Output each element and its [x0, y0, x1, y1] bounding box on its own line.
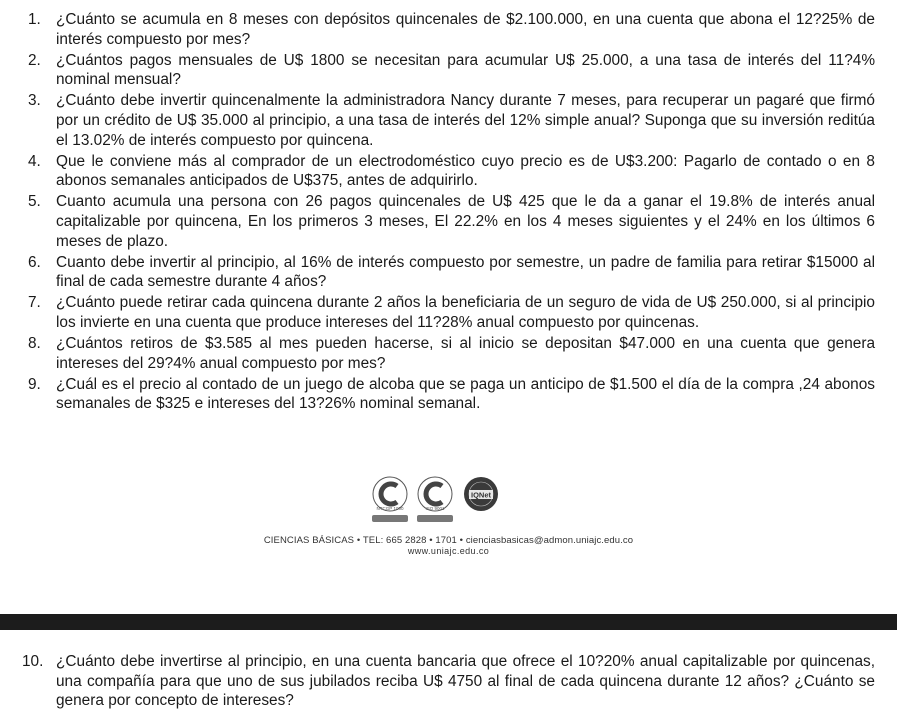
- problem-item-1: [0, 10, 897, 49]
- problem-text: Que le conviene más al comprador de un electrodoméstico cuyo precio es de U$3.200: Pagarlo de contado o en 8 abonos semanales anticipados de U$375, antes de adquirirlo.: [56, 152, 875, 190]
- problem-item-7: [0, 293, 897, 332]
- problem-number: 9.: [28, 375, 41, 393]
- problem-item-9: [0, 375, 897, 414]
- problem-text: ¿Cuántos pagos mensuales de U$ 1800 se necesitan para acumular U$ 25.000, a una tasa de interés del 11?4% nominal mensual?: [56, 51, 875, 89]
- footer-website: www.uniajc.edu.co: [407, 546, 490, 556]
- problem-item-3: [0, 91, 897, 150]
- seal-ribbon: [372, 515, 408, 522]
- seal-ribbon: [417, 515, 453, 522]
- problem-item-4: [0, 152, 897, 191]
- problem-number: 2.: [28, 51, 41, 69]
- problem-number: 6.: [28, 253, 41, 271]
- problem-item-10: [0, 652, 897, 711]
- problem-number: 10.: [22, 653, 44, 670]
- problem-item-6: [0, 253, 897, 292]
- problem-text: ¿Cuánto debe invertirse al principio, en una cuenta bancaria que ofrece el 10?20% anual capitalizable por quincenas, una compañía para que uno de sus jubilados reciba U$ 4750 al final de cada quincena durante 12 años? ¿Cuánto se genera por concepto de intereses?: [56, 653, 875, 710]
- problem-text: ¿Cuál es el precio al contado de un juego de alcoba que se paga un anticipo de $1.500 el día de la compra ,24 abonos semanales de $325 e intereses del 13?26% nominal semanal.: [56, 375, 875, 413]
- problem-number: 7.: [28, 294, 41, 312]
- icontec-ntcgp-seal: [368, 476, 412, 520]
- problem-item-2: [0, 51, 897, 90]
- problem-item-5: [0, 192, 897, 251]
- problem-number: 1.: [28, 11, 41, 28]
- problem-item-8: [0, 334, 897, 373]
- seal-label: ISO 9001: [425, 506, 445, 511]
- footer-contact-line: CIENCIAS BÁSICAS • TEL: 665 2828 • 1701 • cienciasbasicas@admon.uniajc.edu.co: [263, 535, 634, 546]
- problem-list-page2: [0, 652, 897, 712]
- problem-text: ¿Cuánto debe invertir quincenalmente la administradora Nancy durante 7 meses, para recuperar un pagaré que firmó por un crédito de U$ 35.000 al principio, a una tasa de interés del 12% simple anual? Suponga que su inversión reditúa el 13.02% de interés compuesto por quincena.: [56, 92, 875, 149]
- problem-text: Cuanto debe invertir al principio, al 16% de interés compuesto por semestre, un padre de familia para retirar $15000 al final de cada semestre durante 4 años?: [56, 253, 875, 291]
- problem-number: 3.: [28, 92, 41, 110]
- problem-text: ¿Cuánto se acumula en 8 meses con depósitos quincenales de $2.100.000, en una cuenta que abona el 12?25% de interés compuesto por mes?: [56, 11, 875, 48]
- problem-text: Cuanto acumula una persona con 26 pagos quincenales de U$ 425 que le da a ganar el 19.8% de interés anual capitalizable por quincena, En los primeros 3 meses, El 22.2% en los 4 meses siguientes y el 24% en los últimos 6 meses de plazo.: [56, 193, 875, 250]
- icontec-iso-seal: [413, 476, 457, 520]
- problem-text: ¿Cuánto puede retirar cada quincena durante 2 años la beneficiaria de un seguro de vida de U$ 250.000, si al principio los invierte en una cuenta que produce intereses del 11?28% anual compuesto por quincenas.: [56, 294, 875, 331]
- certification-logos: [0, 476, 897, 536]
- problem-list: [0, 10, 897, 415]
- document-page-bottom: [0, 630, 897, 715]
- page-break-band: [0, 614, 897, 630]
- iqnet-logo-icon: [459, 476, 503, 520]
- seal-label: NTCGP 1000: [376, 506, 404, 511]
- iqnet-text: IQNet: [470, 490, 492, 500]
- problem-number: 8.: [28, 335, 41, 352]
- problem-number: 5.: [28, 193, 41, 211]
- iqnet-seal: [459, 476, 503, 520]
- problem-number: 4.: [28, 152, 41, 170]
- problem-text: ¿Cuántos retiros de $3.585 al mes pueden hacerse, si al inicio se depositan $47.000 en una cuenta que genera intereses del 29?4% anual compuesto por mes?: [56, 335, 875, 372]
